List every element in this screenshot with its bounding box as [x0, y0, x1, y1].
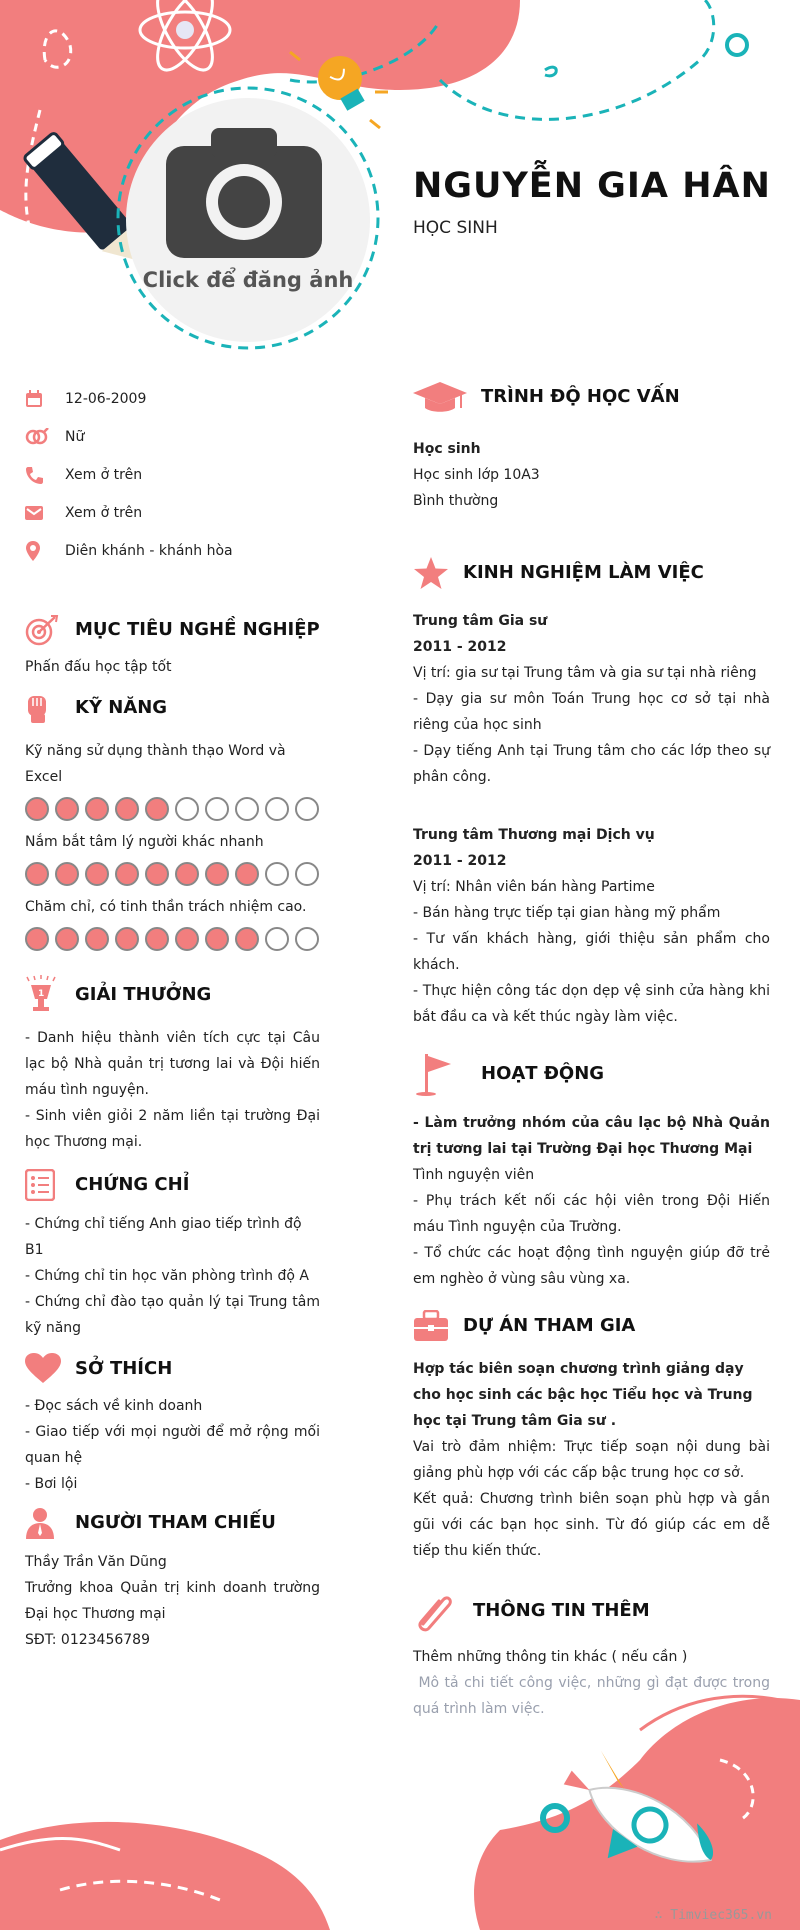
- rating-dot: [55, 862, 79, 886]
- hobby-2: - Giao tiếp với mọi người để mở rộng mối quan hệ: [25, 1424, 320, 1466]
- job-2-period: 2011 - 2012: [413, 853, 507, 869]
- paperclip-icon: [413, 1590, 455, 1632]
- rating-dot: [175, 927, 199, 951]
- activity-line-1: Tình nguyện viên: [413, 1167, 535, 1183]
- experience-section-title: [413, 556, 770, 590]
- project-result: Kết quả: Chương trình biên soạn phù hợp và gắn gũi với các bạn học sinh. Từ đó giúp các em dễ tiếp thu kiến thức.: [413, 1491, 770, 1559]
- job-1-company: Trung tâm Gia sư: [413, 613, 548, 629]
- contact-birthday: [25, 380, 320, 418]
- avatar-caption: Click để đăng ảnh: [142, 268, 354, 292]
- education-grade: Bình thường: [413, 493, 499, 509]
- rating-dot: [55, 797, 79, 821]
- job-1-line-2: - Dạy gia sư môn Toán Trung học cơ sở tại nhà riêng của học sinh: [413, 691, 770, 733]
- certificate-3: - Chứng chỉ đào tạo quản lý tại Trung tâm kỹ năng: [25, 1294, 320, 1336]
- rating-dot: [175, 797, 199, 821]
- job-2-line-2: - Bán hàng trực tiếp tại gian hàng mỹ phẩm: [413, 905, 721, 921]
- award-1: - Danh hiệu thành viên tích cực tại Câu lạc bộ Nhà quản trị tương lai và Đội hiến máu tình nguyện.: [25, 1030, 320, 1098]
- rating-dot: [25, 927, 49, 951]
- calendar-icon: [25, 390, 43, 408]
- trophy-icon: [25, 975, 57, 1015]
- references-section-title: [25, 1507, 320, 1539]
- activities-title: HOẠT ĐỘNG: [481, 1063, 605, 1084]
- skill-label-3: Chăm chỉ, có tinh thần trách nhiệm cao.: [25, 899, 307, 915]
- phone-icon: [25, 466, 43, 484]
- briefcase-icon: [413, 1310, 449, 1342]
- hobby-1: - Đọc sách về kinh doanh: [25, 1398, 203, 1414]
- job-2-company: Trung tâm Thương mại Dịch vụ: [413, 827, 655, 843]
- activities-section-title: [413, 1052, 770, 1096]
- rating-dot: [115, 797, 139, 821]
- flag-icon: [413, 1052, 453, 1096]
- skill-rating-1: [25, 797, 320, 821]
- reference-position: Trưởng khoa Quản trị kinh doanh trường Đại học Thương mại: [25, 1580, 320, 1622]
- checklist-icon: [25, 1169, 55, 1201]
- rating-dot: [235, 862, 259, 886]
- phone-text: Xem ở trên: [65, 467, 143, 483]
- rating-dot: [295, 927, 319, 951]
- rating-dot: [265, 927, 289, 951]
- rating-dot: [25, 797, 49, 821]
- extra-text: Thêm những thông tin khác ( nếu cần ): [413, 1649, 688, 1665]
- rating-dot: [265, 862, 289, 886]
- rating-dot: [115, 927, 139, 951]
- avatar-upload[interactable]: [126, 98, 370, 342]
- rating-dot: [55, 927, 79, 951]
- address-text: Diên khánh - khánh hòa: [65, 543, 233, 559]
- reference-phone: SĐT: 0123456789: [25, 1632, 150, 1648]
- job-2-line-3: - Tư vấn khách hàng, giới thiệu sản phẩm cho khách.: [413, 931, 770, 973]
- skill-label-1: Kỹ năng sử dụng thành thạo Word và Excel: [25, 743, 286, 785]
- education-section-title: [413, 380, 770, 414]
- awards-section-title: [25, 975, 320, 1015]
- project-role: Vai trò đảm nhiệm: Trực tiếp soạn nội dung bài giảng phù hợp với các cấp bậc trung học cơ sở.: [413, 1439, 770, 1481]
- education-school: Học sinh: [413, 441, 481, 457]
- awards-title: GIẢI THƯỞNG: [75, 984, 212, 1005]
- objective-text: Phấn đấu học tập tốt: [25, 659, 172, 675]
- job-1-period: 2011 - 2012: [413, 639, 507, 655]
- projects-section-title: [413, 1310, 770, 1342]
- rating-dot: [85, 862, 109, 886]
- job-title: HỌC SINH: [413, 218, 498, 238]
- award-2: - Sinh viên giỏi 2 năm liền tại trường Đại học Thương mại.: [25, 1108, 320, 1150]
- rating-dot: [235, 927, 259, 951]
- rating-dot: [85, 927, 109, 951]
- rating-dot: [175, 862, 199, 886]
- rating-dot: [145, 927, 169, 951]
- references-title: NGƯỜI THAM CHIẾU: [75, 1512, 276, 1533]
- contact-phone: [25, 456, 320, 494]
- camera-icon: [166, 128, 330, 260]
- birthday-text: 12-06-2009: [65, 391, 147, 407]
- rating-dot: [295, 797, 319, 821]
- certificate-2: - Chứng chỉ tin học văn phòng trình độ A: [25, 1268, 309, 1284]
- job-2-line-4: - Thực hiện công tác dọn dẹp vệ sinh cửa hàng khi bắt đầu ca và kết thúc ngày làm việc.: [413, 983, 770, 1025]
- skill-label-2: Nắm bắt tâm lý người khác nhanh: [25, 834, 264, 850]
- rating-dot: [205, 862, 229, 886]
- education-class: Học sinh lớp 10A3: [413, 467, 540, 483]
- rating-dot: [115, 862, 139, 886]
- rating-dot: [145, 797, 169, 821]
- activity-line-3: - Tổ chức các hoạt động tình nguyện giúp đỡ trẻ em nghèo ở vùng sâu vùng xa.: [413, 1245, 770, 1287]
- certificates-section-title: [25, 1169, 320, 1201]
- contact-gender: [25, 418, 320, 456]
- email-icon: [25, 505, 43, 521]
- projects-title: DỰ ÁN THAM GIA: [463, 1315, 636, 1336]
- certificates-title: CHỨNG CHỈ: [75, 1174, 190, 1195]
- hand-icon: [25, 692, 51, 724]
- activity-line-2: - Phụ trách kết nối các hội viên trong Đội Hiến máu Tình nguyện của Trường.: [413, 1193, 770, 1235]
- footer-watermark: ∴ Timviec365.vn: [654, 1908, 772, 1923]
- left-column: [25, 380, 320, 1653]
- job-2-line-1: Vị trí: Nhân viên bán hàng Partime: [413, 879, 655, 895]
- skill-rating-2: [25, 862, 320, 886]
- hobbies-title: SỞ THÍCH: [75, 1358, 173, 1379]
- extra-title: THÔNG TIN THÊM: [473, 1600, 650, 1621]
- graduation-cap-icon: [413, 380, 467, 414]
- rating-dot: [265, 797, 289, 821]
- reference-name: Thầy Trần Văn Dũng: [25, 1554, 167, 1570]
- svg-text:1: 1: [38, 989, 45, 999]
- objective-title: MỤC TIÊU NGHỀ NGHIỆP: [75, 619, 320, 640]
- extra-section-title: [413, 1590, 770, 1632]
- person-icon: [25, 1507, 55, 1539]
- right-column: [413, 380, 775, 1722]
- project-heading: Hợp tác biên soạn chương trình giảng dạy cho học sinh các bậc học Tiểu học và Trung học tại Trung tâm Gia sư .: [413, 1361, 753, 1429]
- full-name: NGUYỄN GIA HÂN: [413, 166, 771, 206]
- target-icon: [25, 614, 59, 646]
- gender-icon: [25, 428, 49, 446]
- rating-dot: [145, 862, 169, 886]
- email-text: Xem ở trên: [65, 505, 143, 521]
- contact-email: [25, 494, 320, 532]
- rating-dot: [85, 797, 109, 821]
- hobby-3: - Bơi lội: [25, 1476, 78, 1492]
- location-icon: [25, 541, 41, 561]
- hobbies-section-title: [25, 1353, 320, 1385]
- objective-section-title: [25, 614, 320, 646]
- skills-section-title: [25, 692, 320, 724]
- heart-icon: [25, 1353, 61, 1385]
- experience-title: KINH NGHIỆM LÀM VIỆC: [463, 562, 704, 583]
- activity-heading: - Làm trưởng nhóm của câu lạc bộ Nhà Quản trị tương lai tại Trường Đại học Thương Mại: [413, 1115, 770, 1157]
- contact-address: [25, 532, 320, 570]
- rating-dot: [295, 862, 319, 886]
- rating-dot: [235, 797, 259, 821]
- star-icon: [413, 556, 449, 590]
- job-1-line-1: Vị trí: gia sư tại Trung tâm và gia sư tại nhà riêng: [413, 665, 757, 681]
- skills-title: KỸ NĂNG: [75, 697, 168, 718]
- rating-dot: [205, 797, 229, 821]
- extra-hint: Mô tả chi tiết công việc, những gì đạt được trong quá trình làm việc.: [413, 1675, 775, 1717]
- certificate-1: - Chứng chỉ tiếng Anh giao tiếp trình độ B1: [25, 1216, 302, 1258]
- job-1-line-3: - Dạy tiếng Anh tại Trung tâm cho các lớp theo sự phân công.: [413, 743, 770, 785]
- rating-dot: [25, 862, 49, 886]
- education-title: TRÌNH ĐỘ HỌC VẤN: [481, 386, 680, 407]
- skill-rating-3: [25, 927, 320, 951]
- rating-dot: [205, 927, 229, 951]
- gender-text: Nữ: [65, 429, 85, 445]
